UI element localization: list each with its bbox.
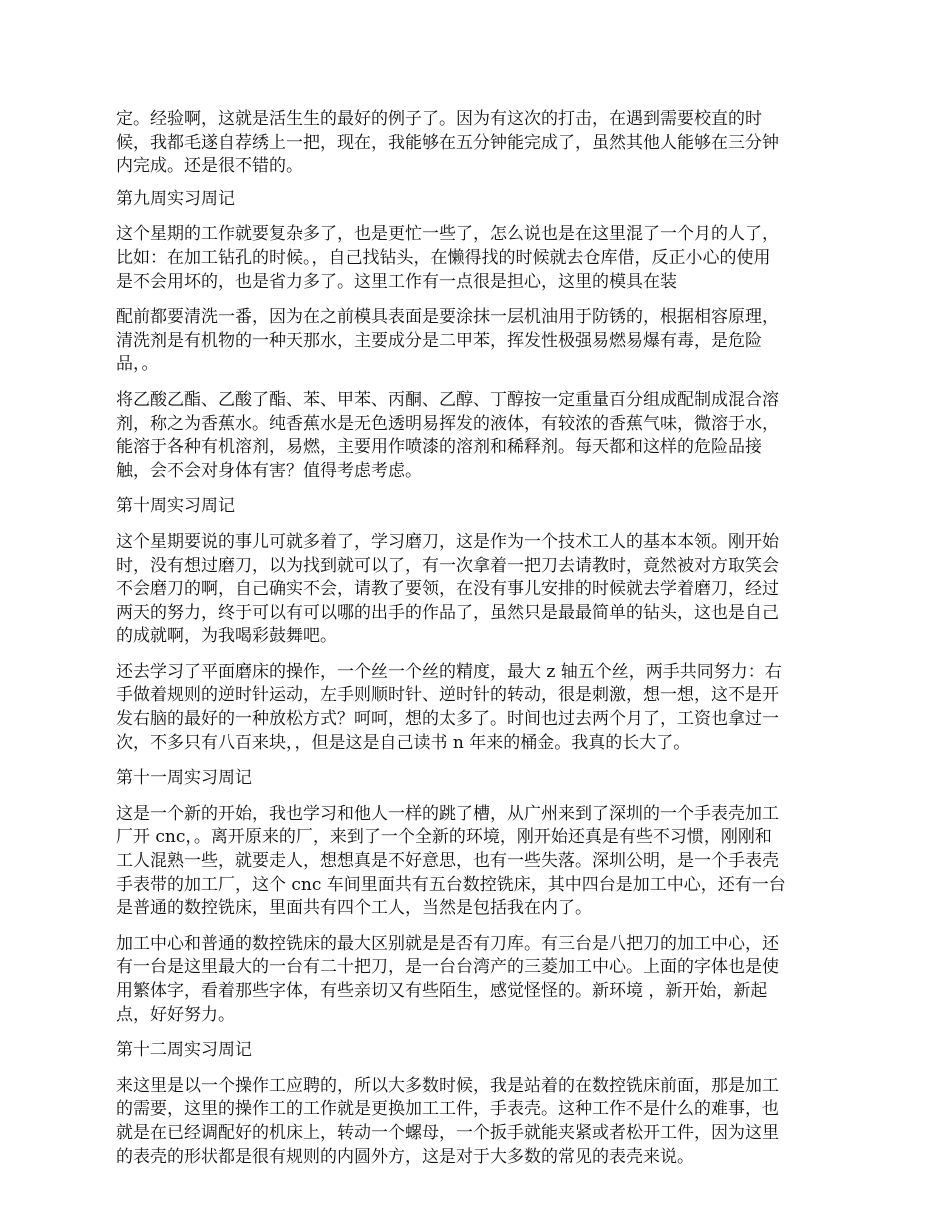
section-heading: 第十周实习周记 — [116, 496, 235, 517]
section-heading: 第十一周实习周记 — [116, 768, 252, 789]
paragraph: 来这里是以一个操作工应聘的，所以大多数时候，我是站着的在数控铣床前面，那是加工 的需要，这里的操作工的工作就是更换加工工件，手表壳。这种工作不是什么的难事，也 就是在已经调配好的机床上，转动一个螺母，一个扳手就能夹紧或者松开工件，因为这里 的表壳的形状都是很有规则的内圆外方，这是对于大多数的常见的表壳来说。 — [116, 1075, 779, 1167]
document-page — [116, 108, 844, 1181]
paragraph: 这个星期的工作就要复杂多了，也是更忙一些了，怎么说也是在这里混了一个月的人了， 比如：在加工钻孔的时候。，自己找钻头，在懒得找的时候就去仓库借，反正小心的使用 是不会用坏的，也是省力多了。这里工作有一点很是担心，这里的模具在装 — [116, 224, 779, 292]
paragraph: 将乙酸乙酯、乙酸了酯、苯、甲苯、丙酮、乙醇、丁醇按一定重量百分组成配制成混合溶 剂，称之为香蕉水。纯香蕉水是无色透明易挥发的液体，有较浓的香蕉气味，微溶于水， 能溶于各种有机溶剂，易燃，主要用作喷漆的溶剂和稀释剂。每天都和这样的危险品接 触，会不会对身体有害？值得考虑考虑。 — [116, 389, 779, 481]
paragraph: 这个星期要说的事儿可就多着了，学习磨刀，这是作为一个技术工人的基本本领。刚开始 时，没有想过磨刀，以为找到就可以了，有一次拿着一把刀去请教时，竟然被对方取笑会 不会磨刀的啊，自己确实不会，请教了要领，在没有事儿安排的时候就去学着磨刀，经过 两天的努力，终于可以有可以哪的出手的作品了，虽然只是最最简单的钻头，这也是自己 的成就啊，为我喝彩鼓舞吧。 — [116, 531, 779, 647]
paragraph: 这是一个新的开始，我也学习和他人一样的跳了槽，从广州来到了深圳的一个手表壳加工 厂开 cnc，。离开原来的厂，来到了一个全新的环境，刚开始还真是有些不习惯，刚刚和 工人混熟一些，就要走人，想想真是不好意思，也有一些失落。深圳公明，是一个手表壳 手表带的加工厂，这个 cnc 车间里面共有五台数控铣床，其中四台是加工中心，还有一台 是普通的数控铣床，里面共有四个工人，当然是包括我在内了。 — [116, 803, 786, 919]
section-heading: 第九周实习周记 — [116, 188, 235, 209]
section-heading: 第十二周实习周记 — [116, 1040, 252, 1061]
paragraph: 加工中心和普通的数控铣床的最大区别就是是否有刀库。有三台是八把刀的加工中心，还 有一台是这里最大的一台有二十把刀，是一台台湾产的三菱加工中心。上面的字体也是使 用繁体字，看着那些字体，有些亲切又有些陌生，感觉怪怪的。新环境 ，新开始，新起 点，好好努力。 — [116, 933, 779, 1025]
paragraph: 还去学习了平面磨床的操作，一个丝一个丝的精度，最大 z 轴五个丝，两手共同努力：右 手做着规则的逆时针运动，左手则顺时针、逆时针的转动，很是刺激，想一想，这不是开 发右脑的最好的一种放松方式？呵呵，想的太多了。时间也过去两个月了，工资也拿过一 次，不多只有八百来块，，但是这是自己读书 n 年来的桶金。我真的长大了。 — [116, 661, 782, 753]
paragraph: 配前都要清洗一番，因为在之前模具表面是要涂抹一层机油用于防锈的，根据相容原理， 清洗剂是有机物的一种天那水，主要成分是二甲苯，挥发性极强易燃易爆有毒，是危险 品，。 — [116, 307, 779, 375]
paragraph: 定。经验啊，这就是活生生的最好的例子了。因为有这次的打击，在遇到需要校直的时 候，我都毛遂自荐绣上一把，现在，我能够在五分钟能完成了，虽然其他人能够在三分钟 内完成。还是很不错的。 — [116, 109, 779, 177]
